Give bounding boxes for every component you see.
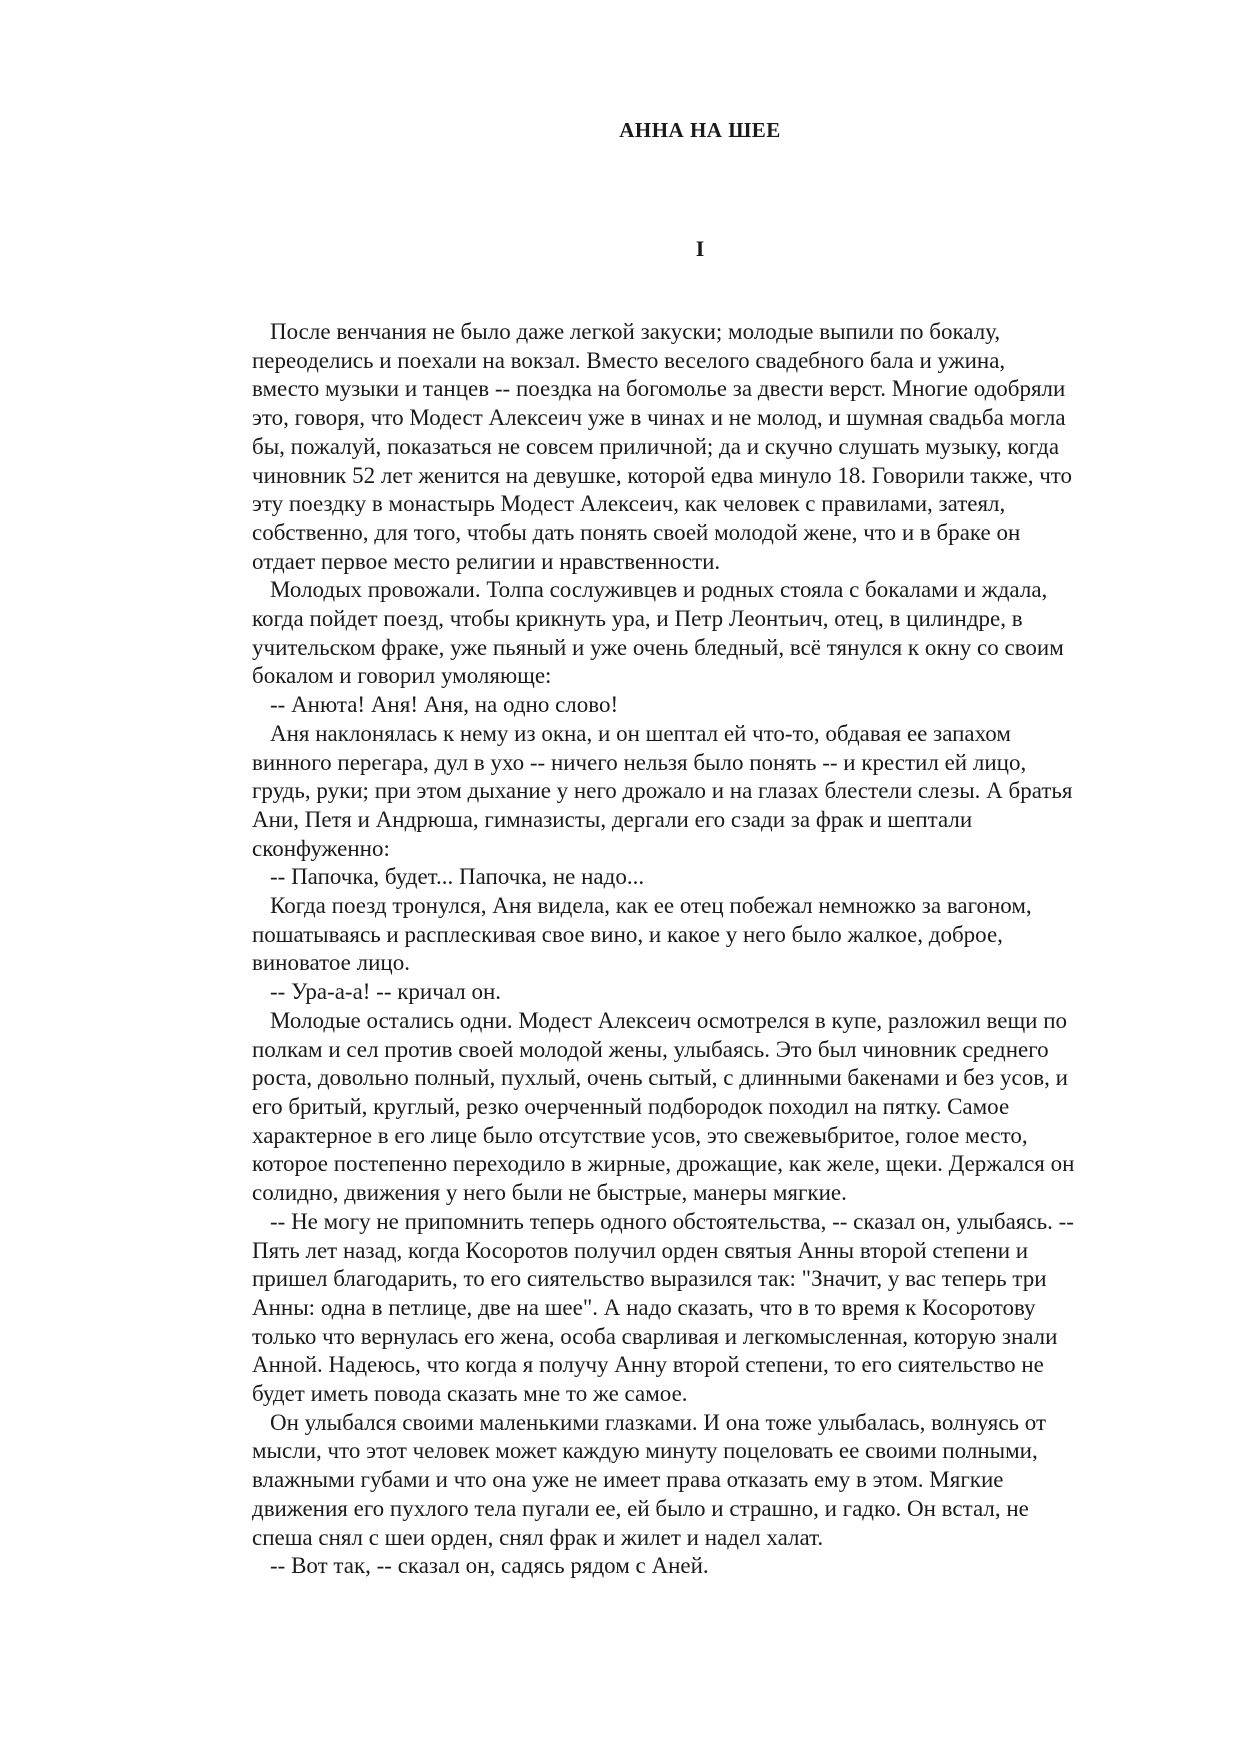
paragraph-1: После венчания не было даже легкой закуски; молодые выпили по бокалу, переоделись и поехали на вокзал. Вместо веселого свадебного бала и ужина, вместо музыки и танцев -- поездка на богомолье за двести верст. Многие одобряли это, говоря, что Модест Алексеич уже в чинах и не молод, и шумная свадьба могла бы, пожалуй, показаться не совсем приличной; да и скучно слушать музыку, когда чиновник 52 лет женится на девушке, которой едва минуло 18. Говорили также, что эту поездку в монастырь Модест Алексеич, как человек с правилами, затеял, собственно, для того, чтобы дать понять своей молодой жене, что и в браке он отдает первое место религии и нравственности. xyxy=(252,319,1073,574)
paragraph-11-dialogue: -- Вот так, -- сказал он, садясь рядом с Аней. xyxy=(270,1553,709,1579)
story-title: АННА НА ШЕЕ xyxy=(619,118,781,142)
paragraph-2: Молодых провожали. Толпа сослуживцев и родных стояла с бокалами и ждала, когда пойдет поезд, чтобы крикнуть ура, и Петр Леонтьич, отец, в цилиндре, в учительском фраке, уже пьяный и уже очень бледный, всё тянулся к окну со своим бокалом и говорил умоляюще: xyxy=(252,577,1064,689)
paragraph-5-dialogue: -- Папочка, будет... Папочка, не надо... xyxy=(270,864,645,890)
paragraph-9-dialogue: -- Не могу не припомнить теперь одного обстоятельства, -- сказал он, улыбаясь. -- Пять лет назад, когда Косоротов получил орден святыя Анны второй степени и пришел благодарить, то его сиятельство выразился так: "Значит, у вас теперь три Анны: одна в петлице, две на шее". А надо сказать, что в то время к Косоротову только что вернулась его жена, особа сварливая и легкомысленная, которую знали Анной. Надеюсь, что когда я получу Анну второй степени, то его сиятельство не будет иметь повода сказать мне то же самое. xyxy=(252,1208,1074,1407)
paragraph-6: Когда поезд тронулся, Аня видела, как ее отец побежал немножко за вагоном, пошатываясь и расплескивая свое вино, и какое у него было жалкое, доброе, виноватое лицо. xyxy=(252,893,1032,976)
chapter-number: I xyxy=(695,236,705,261)
paragraph-4: Аня наклонялась к нему из окна, и он шептал ей что-то, обдавая ее запахом винного перегара, дул в ухо -- ничего нельзя было понять -- и крестил ей лицо, грудь, руки; при этом дыхание у него дрожало и на глазах блестели слезы. А братья Ани, Петя и Андрюша, гимназисты, дергали его сзади за фрак и шептали сконфуженно: xyxy=(252,720,1073,861)
story-body xyxy=(252,318,1152,1581)
paragraph-10: Он улыбался своими маленькими глазками. И она тоже улыбалась, волнуясь от мысли, что этот человек может каждую минуту поцеловать ее своими полными, влажными губами и что она уже не имеет права отказать ему в этом. Мягкие движения его пухлого тела пугали ее, ей было и страшно, и гадко. Он встал, не спеша снял с шеи орден, снял фрак и жилет и надел халат. xyxy=(252,1409,1047,1550)
paragraph-3-dialogue: -- Анюта! Аня! Аня, на одно слово! xyxy=(270,692,619,718)
paragraph-7-dialogue: -- Ура-а-а! -- кричал он. xyxy=(270,979,501,1005)
paragraph-8: Молодые остались одни. Модест Алексеич осмотрелся в купе, разложил вещи по полкам и сел против своей молодой жены, улыбаясь. Это был чиновник среднего роста, довольно полный, пухлый, очень сытый, с длинными бакенами и без усов, и его бритый, круглый, резко очерченный подбородок походил на пятку. Самое характерное в его лице было отсутствие усов, это свежевыбритое, голое место, которое постепенно переходило в жирные, дрожащие, как желе, щеки. Держался он солидно, движения у него были не быстрые, манеры мягкие. xyxy=(252,1007,1075,1206)
